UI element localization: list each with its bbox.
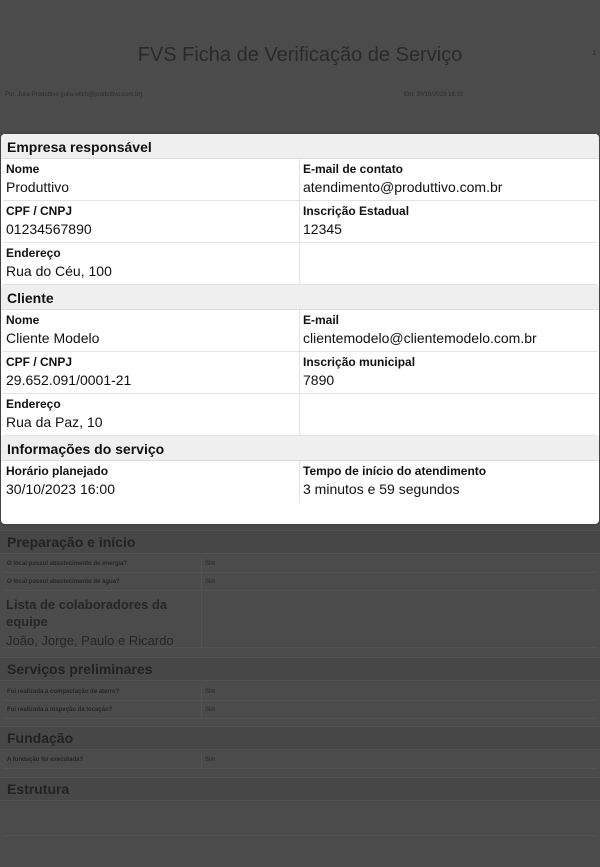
question-fundacao: A fundação foi executada? — [7, 757, 84, 763]
empresa-endereco-cell — [3, 243, 300, 285]
question-energia: O local possui abastecimento de energia? — [7, 561, 128, 567]
cliente-cpf: 29.652.091/0001-21 — [6, 372, 132, 388]
answer-fundacao: Sim — [205, 757, 216, 763]
author-line: Por: Julia Produttivo (julia.wilch@produttivo.com.br) — [5, 92, 143, 98]
table-row — [4, 684, 596, 701]
empresa-nome-cell — [3, 159, 300, 201]
empresa-email: atendimento@produttivo.com.br — [303, 179, 503, 195]
cliente-im: 7890 — [303, 372, 335, 388]
answer-aterro: Sim — [205, 689, 216, 695]
question-aterro: Foi realizada a compactação de aterro? — [7, 689, 120, 695]
table-row — [4, 556, 596, 573]
cliente-nome-cell — [3, 310, 300, 352]
table-row — [4, 752, 596, 769]
field-label: CPF / CNPJ — [6, 204, 73, 218]
servico-tempo-cell — [300, 461, 597, 503]
section-title-preliminares: Serviços preliminares — [7, 661, 153, 677]
empresa-endereco: Rua do Céu, 100 — [6, 263, 112, 279]
section-title-servico: Informações do serviço — [1, 436, 599, 461]
question-agua: O local possui abastecimento de água? — [7, 579, 120, 585]
empty-cell — [300, 394, 597, 436]
section-title-fundacao: Fundação — [7, 730, 74, 746]
cliente-email-cell — [300, 310, 597, 352]
highlighted-info-card — [1, 134, 599, 524]
section-title-preparacao: Preparação e início — [7, 534, 136, 550]
field-label: Nome — [6, 313, 40, 327]
field-label: Nome — [6, 162, 40, 176]
table-row — [4, 702, 596, 719]
field-label: Endereço — [6, 246, 61, 260]
cliente-im-cell — [300, 352, 597, 394]
field-label: E-mail — [303, 313, 340, 327]
page-number: 1 — [592, 50, 596, 57]
date-line: Em: 30/10/2023 16:33 — [404, 92, 464, 98]
cliente-endereco-cell — [3, 394, 300, 436]
cliente-endereco: Rua da Paz, 10 — [6, 414, 103, 430]
empresa-grid — [1, 159, 599, 285]
servico-grid — [1, 461, 599, 503]
field-label: E-mail de contato — [303, 162, 404, 176]
section-header-fundacao — [0, 726, 600, 750]
cliente-email: clientemodelo@clientemodelo.com.br — [303, 330, 537, 346]
question-locacao: Foi realizada a inspeção da locação? — [7, 707, 113, 713]
answer-locacao: Sim — [205, 707, 216, 713]
table-row — [4, 574, 596, 591]
section-header-estrutura — [0, 777, 600, 801]
servico-tempo: 3 minutos e 59 segundos — [303, 481, 460, 497]
field-label: Tempo de início do atendimento — [303, 464, 487, 478]
team-value: João, Jorge, Paulo e Ricardo — [6, 633, 174, 648]
team-row — [4, 592, 596, 648]
section-title-estrutura: Estrutura — [7, 781, 70, 797]
empresa-ie-cell — [300, 201, 597, 243]
field-label: Inscrição Estadual — [303, 204, 410, 218]
empresa-ie: 12345 — [303, 221, 342, 237]
empresa-nome: Produttivo — [6, 179, 70, 195]
servico-horario: 30/10/2023 16:00 — [6, 481, 115, 497]
answer-agua: Sim — [205, 579, 216, 585]
cliente-nome: Cliente Modelo — [6, 330, 100, 346]
empresa-cpf-cell — [3, 201, 300, 243]
empresa-cpf: 01234567890 — [6, 221, 92, 237]
answer-energia: Sim — [205, 561, 216, 567]
empresa-email-cell — [300, 159, 597, 201]
document-title: FVS Ficha de Verificação de Serviço — [137, 44, 463, 66]
servico-horario-cell — [3, 461, 300, 503]
team-label: Lista de colaboradores da equipe — [6, 597, 168, 629]
section-title-cliente: Cliente — [1, 285, 599, 310]
field-label: Horário planejado — [6, 464, 109, 478]
field-label: Endereço — [6, 397, 61, 411]
empty-row — [4, 800, 596, 836]
field-label: Inscrição municipal — [303, 355, 416, 369]
empty-cell — [300, 243, 597, 285]
cliente-cpf-cell — [3, 352, 300, 394]
section-title-empresa: Empresa responsável — [1, 134, 599, 159]
cliente-grid — [1, 310, 599, 436]
field-label: CPF / CNPJ — [6, 355, 73, 369]
